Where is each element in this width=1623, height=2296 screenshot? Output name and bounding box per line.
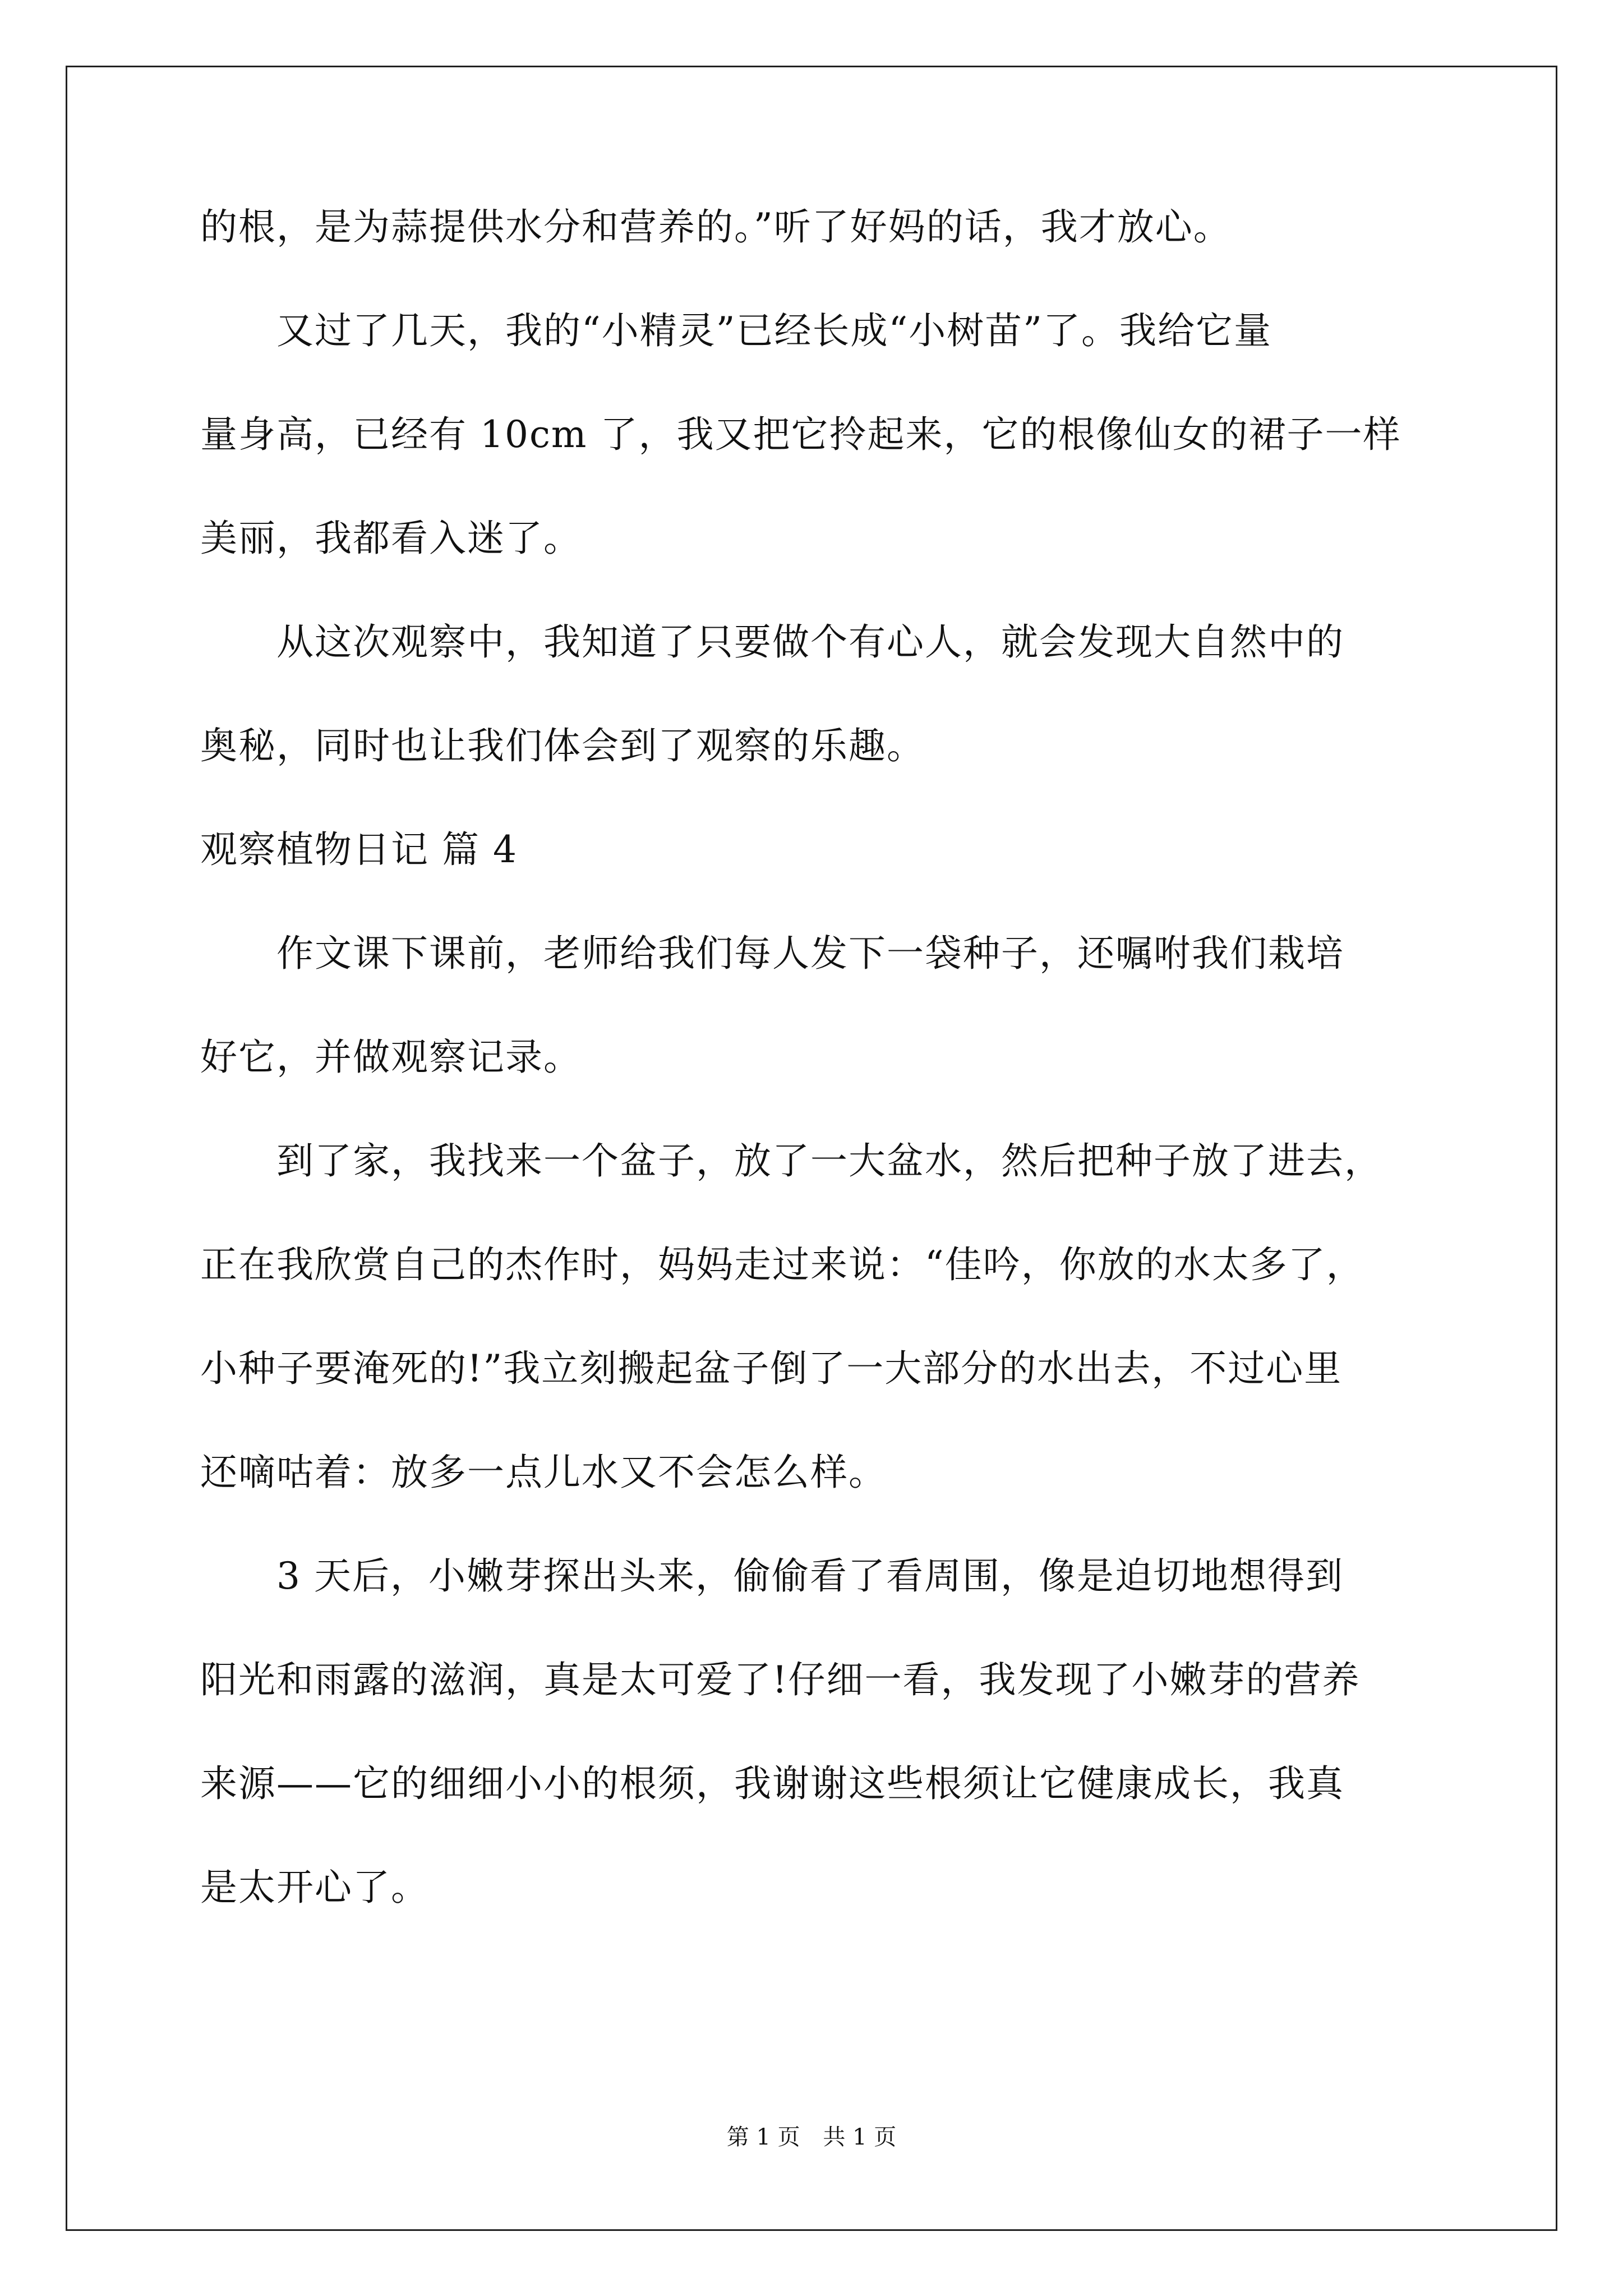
section-heading: 观察植物日记 篇 4 (200, 828, 518, 871)
text-line: 是太开心了。 (200, 1866, 429, 1909)
text-line: 到了家，我找来一个盆子，放了一大盆水，然后把种子放了进去， (200, 1139, 1382, 1182)
page-number: 第 1 页 (726, 2124, 800, 2150)
text-line: 的根，是为蒜提供水分和营养的。”听了好妈的话，我才放心。 (200, 205, 1232, 249)
text-line: 正在我欣赏自己的杰作时，妈妈走过来说：“佳吟，你放的水太多了， (200, 1243, 1364, 1286)
text-line: 好它，并做观察记录。 (200, 1036, 582, 1079)
text-line: 阳光和雨露的滋润，真是太可爱了!仔细一看，我发现了小嫩芽的营养 (200, 1658, 1361, 1701)
text-line: 3 天后，小嫩芽探出头来，偷偷看了看周围，像是迫切地想得到 (200, 1554, 1344, 1598)
text-line: 来源——它的细细小小的根须，我谢谢这些根须让它健康成长，我真 (200, 1762, 1344, 1805)
text-line: 还嘀咕着：放多一点儿水又不会怎么样。 (200, 1451, 887, 1494)
page-footer (0, 2120, 1623, 2154)
text-line: 量身高，已经有 10cm 了，我又把它拎起来，它的根像仙女的裙子一样 (200, 413, 1401, 456)
text-line: 美丽，我都看入迷了。 (200, 517, 582, 560)
text-line: 从这次观察中，我知道了只要做个有心人，就会发现大自然中的 (200, 620, 1344, 664)
text-line: 奥秘，同时也让我们体会到了观察的乐趣。 (200, 724, 925, 767)
text-line: 又过了几天，我的“小精灵”已经长成“小树苗”了。我给它量 (200, 309, 1272, 352)
text-line: 小种子要淹死的!”我立刻搬起盆子倒了一大部分的水出去，不过心里 (200, 1347, 1343, 1390)
page-total: 共 1 页 (823, 2124, 897, 2150)
text-line: 作文课下课前，老师给我们每人发下一袋种子，还嘱咐我们栽培 (200, 932, 1344, 975)
